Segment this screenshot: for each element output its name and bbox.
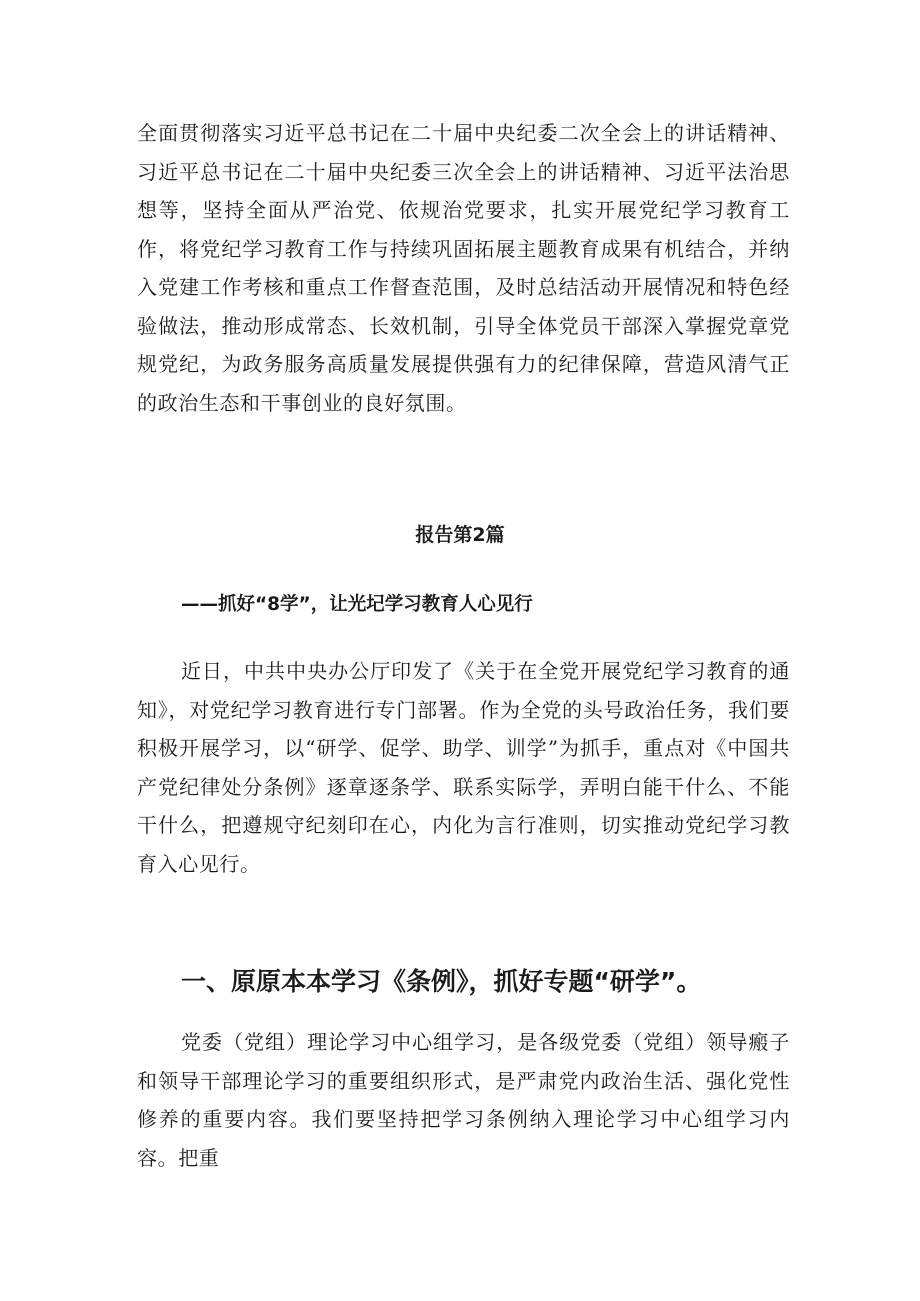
body-paragraph-1: 全面贯彻落实习近平总书记在二十届中央纪委二次全会上的讲话精神、习近平总书记在二十届中央纪委三次全会上的讲话精神、习近平法治思想等，坚持全面从严治党、依规治党要求，扎实开展党纪学习教育工作，将党纪学习教育工作与持续巩固拓展主题教育成果有机结合，并纳入党建工作考核和重点工作督查范围，及时总结活动开展情况和特色经验做法，推动形成常态、长效机制，引导全体党员干部深入掌握党章党规党纪，为政务服务高质量发展提供强有力的纪律保障，营造风清气正的政治生态和干事创业的良好氛围。 [137, 121, 790, 415]
report-subtitle: ——抓好“8学”，让光圮学习教育人心见行 [181, 594, 533, 615]
body-paragraph-2: 近日，中共中央办公厅印发了《关于在全党开展党纪学习教育的通知》，对党纪学习教育进行专门部署。作为全党的头号政治任务，我们要积极开展学习，以“研学、促学、助学、训学”为抓手，重点对《中国共产党纪律处分条例》逐章逐条学、联系实际学，弄明白能干什么、不能干什么，把遵规守纪刻印在心，内化为言行准则，切实推动党纪学习教育入心见行。 [137, 659, 790, 876]
section-heading: 一、原原本本学习《条例》，抓好专题“研学”。 [181, 967, 702, 996]
report-title: 报告第2篇 [415, 524, 505, 546]
body-paragraph-3: 党委（党组）理论学习中心组学习，是各级党委（党组）领导瘢子和领导干部理论学习的重要组织形式，是严肃党内政治生活、强化党性修养的重要内容。我们要坚持把学习条例纳入理论学习中心组学习内容。把重 [137, 1030, 790, 1170]
